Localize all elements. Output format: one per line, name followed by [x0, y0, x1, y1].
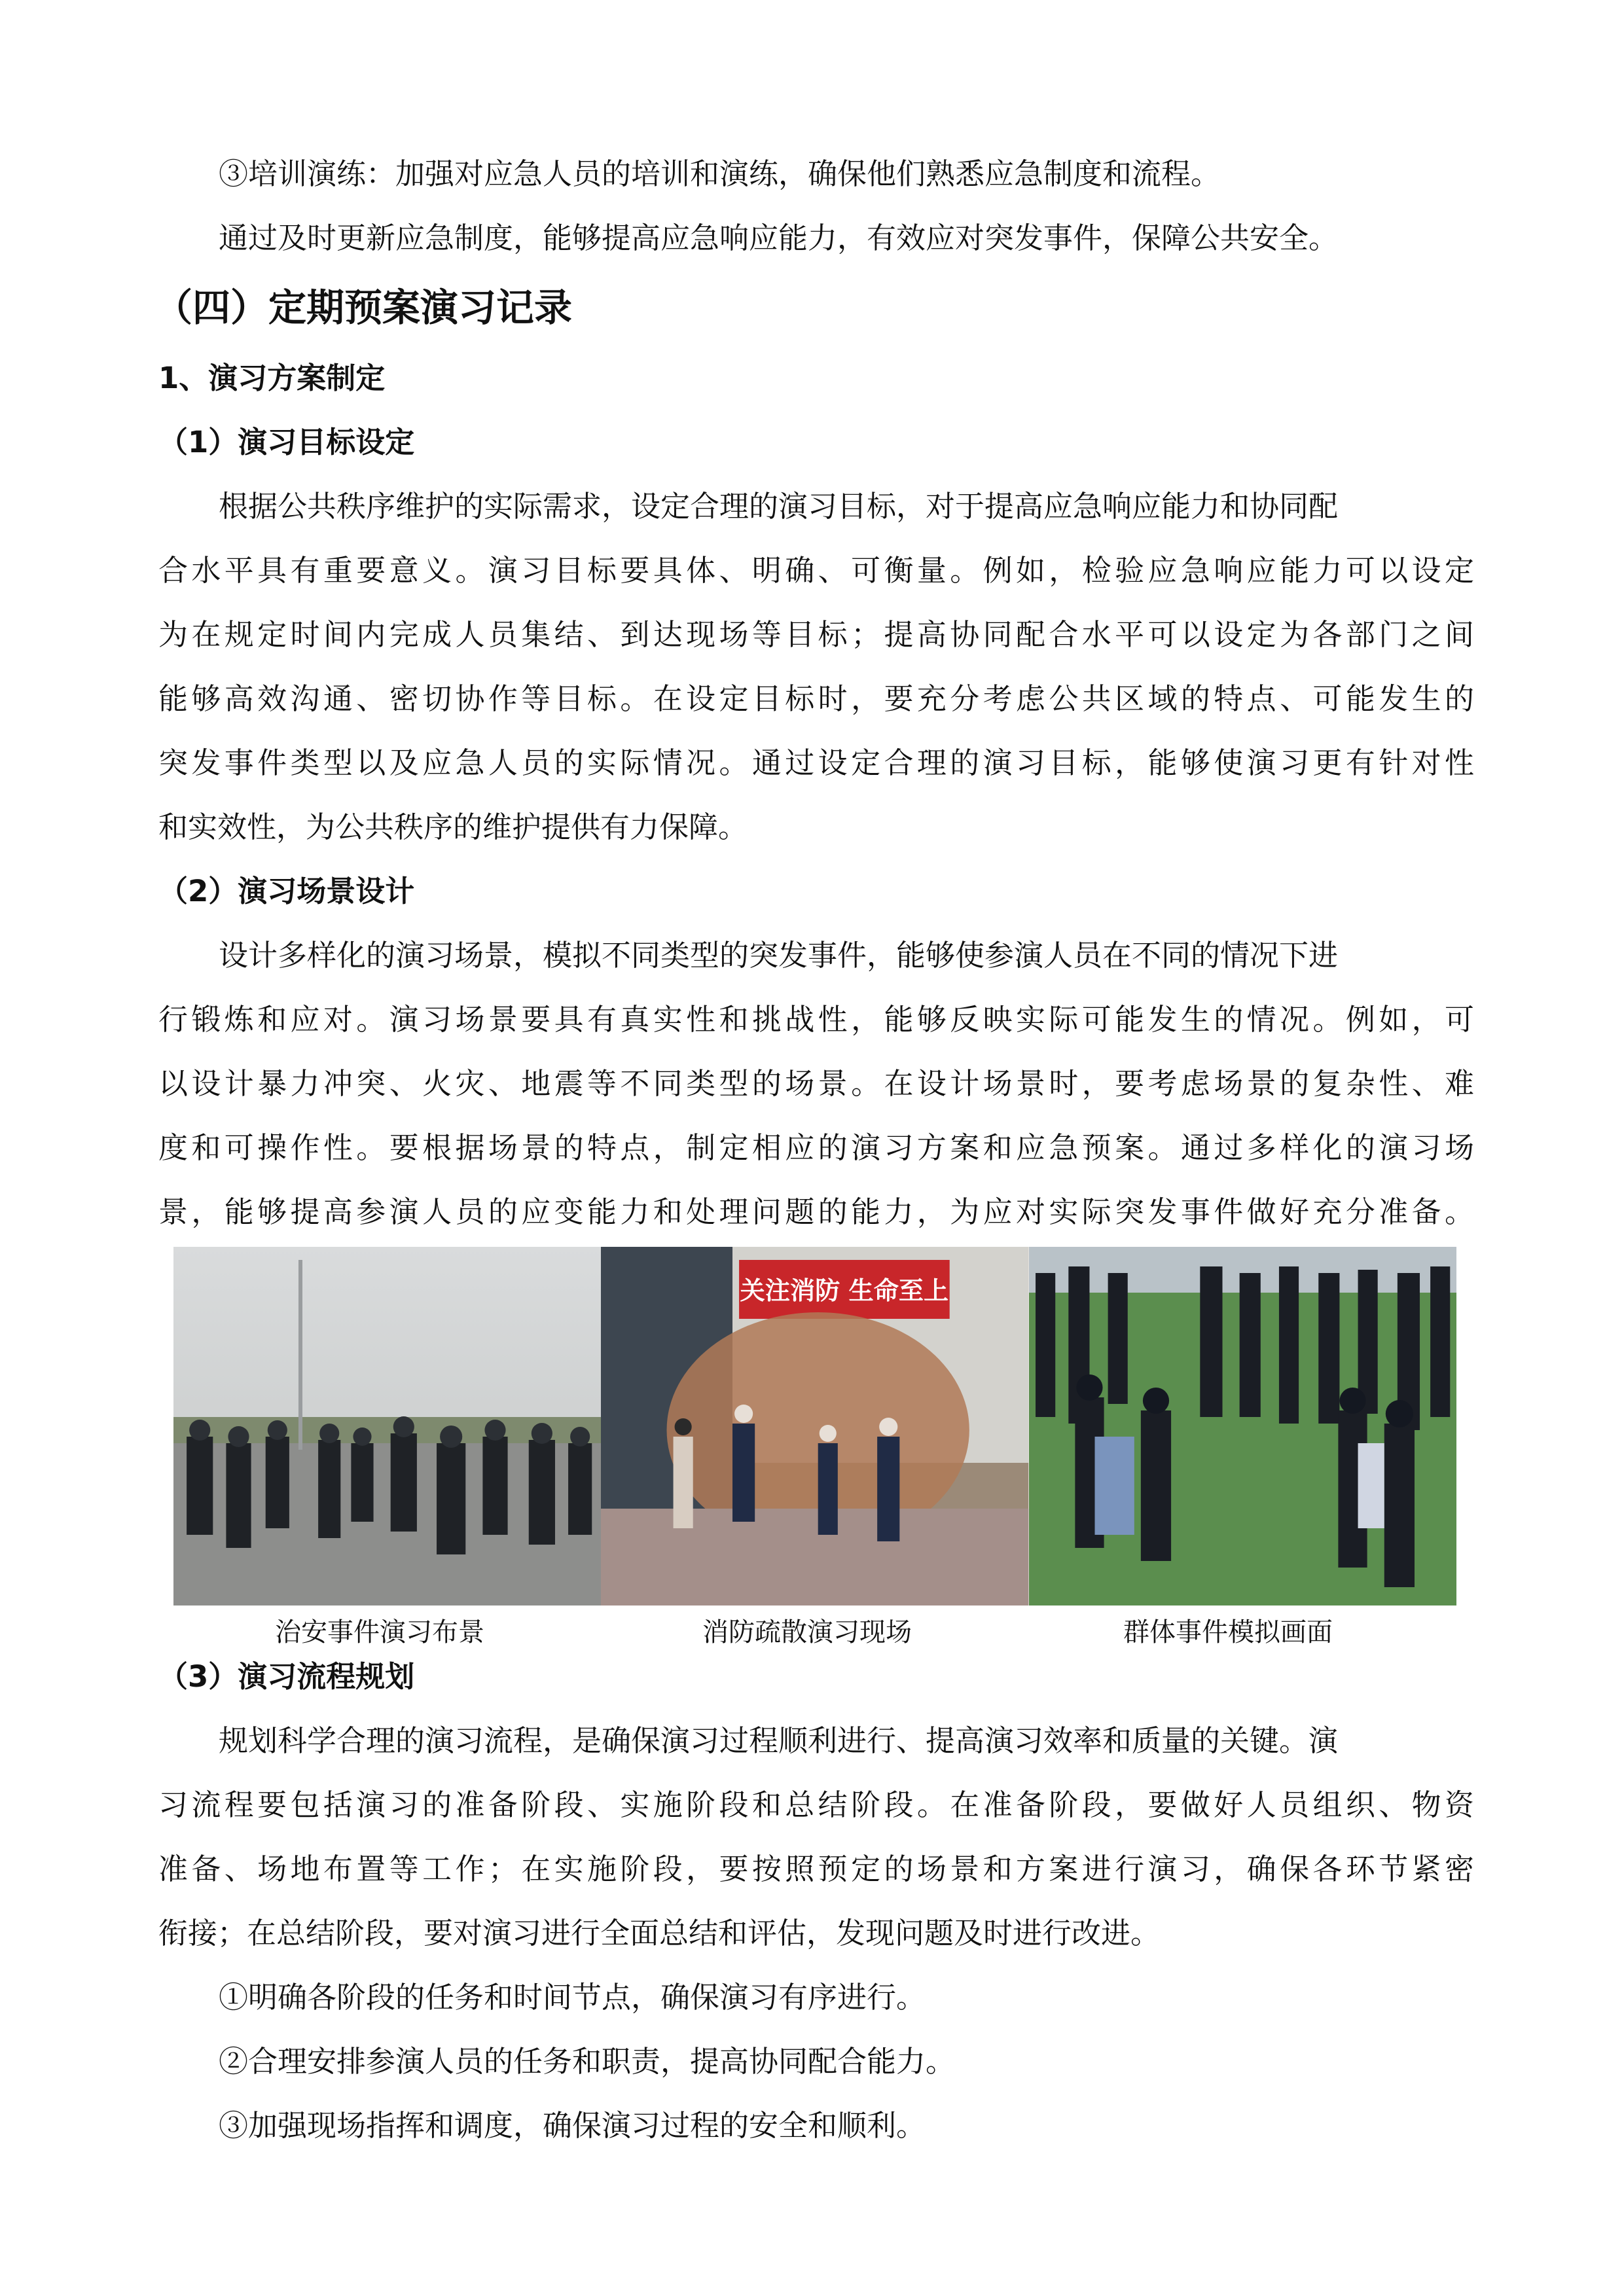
- target-line: 合水平具有重要意义。演习目标要具体、明确、可衡量。例如，检验应急响应能力可以设定: [158, 553, 1474, 588]
- intro-item-3: ③培训演练：加强对应急人员的培训和演练，确保他们熟悉应急制度和流程。: [219, 156, 1221, 191]
- target-line: 为在规定时间内完成人员集结、到达现场等目标；提高协同配合水平可以设定为各部门之间: [158, 617, 1474, 652]
- section-title: （四）定期预案演习记录: [154, 285, 573, 330]
- photo-riot-drill: [173, 1247, 601, 1605]
- flow-item: ②合理安排参演人员的任务和职责，提高协同配合能力。: [219, 2044, 956, 2079]
- flow-item: ①明确各阶段的任务和时间节点，确保演习有序进行。: [219, 1980, 926, 2015]
- scene-line: 度和可操作性。要根据场景的特点，制定相应的演习方案和应急预案。通过多样化的演习场: [158, 1130, 1474, 1165]
- scene-line: 景，能够提高参演人员的应变能力和处理问题的能力，为应对实际突发事件做好充分准备。: [158, 1194, 1474, 1229]
- section-subtitle: 1、演习方案制定: [158, 361, 386, 395]
- photo-strip: [173, 1247, 1456, 1605]
- intro-summary: 通过及时更新应急制度，能够提高应急响应能力，有效应对突发事件，保障公共安全。: [219, 221, 1339, 255]
- flow-line: 准备、场地布置等工作；在实施阶段，要按照预定的场景和方案进行演习，确保各环节紧密: [158, 1852, 1474, 1886]
- photo-crowd-simulation: [1029, 1247, 1456, 1605]
- flow-heading: （3）演习流程规划: [158, 1659, 415, 1694]
- caption-fire-evacuation: 消防疏散演习现场: [702, 1617, 912, 1647]
- flow-line: 规划科学合理的演习流程，是确保演习过程顺利进行、提高演习效率和质量的关键。演: [219, 1723, 1339, 1758]
- scene-heading: （2）演习场景设计: [158, 874, 415, 908]
- target-line: 根据公共秩序维护的实际需求，设定合理的演习目标，对于提高应急响应能力和协同配: [219, 489, 1339, 524]
- flow-item: ③加强现场指挥和调度，确保演习过程的安全和顺利。: [219, 2108, 926, 2143]
- caption-crowd-simulation: 群体事件模拟画面: [1123, 1617, 1333, 1647]
- scene-line: 行锻炼和应对。演习场景要具有真实性和挑战性，能够反映实际可能发生的情况。例如，可: [158, 1002, 1474, 1037]
- target-heading: （1）演习目标设定: [158, 425, 415, 459]
- target-line: 突发事件类型以及应急人员的实际情况。通过设定合理的演习目标，能够使演习更有针对性: [158, 745, 1474, 780]
- target-line: 能够高效沟通、密切协作等目标。在设定目标时，要充分考虑公共区域的特点、可能发生的: [158, 681, 1474, 716]
- photo-fire-evacuation: [601, 1247, 1028, 1605]
- caption-riot-drill: 治安事件演习布景: [275, 1617, 484, 1647]
- scene-line: 设计多样化的演习场景，模拟不同类型的突发事件，能够使参演人员在不同的情况下进: [219, 938, 1339, 973]
- flow-line: 衔接；在总结阶段，要对演习进行全面总结和评估，发现问题及时进行改进。: [158, 1916, 1161, 1950]
- scene-line: 以设计暴力冲突、火灾、地震等不同类型的场景。在设计场景时，要考虑场景的复杂性、难: [158, 1066, 1474, 1101]
- flow-line: 习流程要包括演习的准备阶段、实施阶段和总结阶段。在准备阶段，要做好人员组织、物资: [158, 1787, 1474, 1822]
- target-line: 和实效性，为公共秩序的维护提供有力保障。: [158, 810, 748, 844]
- banner-text: 关注消防 生命至上: [740, 1276, 949, 1305]
